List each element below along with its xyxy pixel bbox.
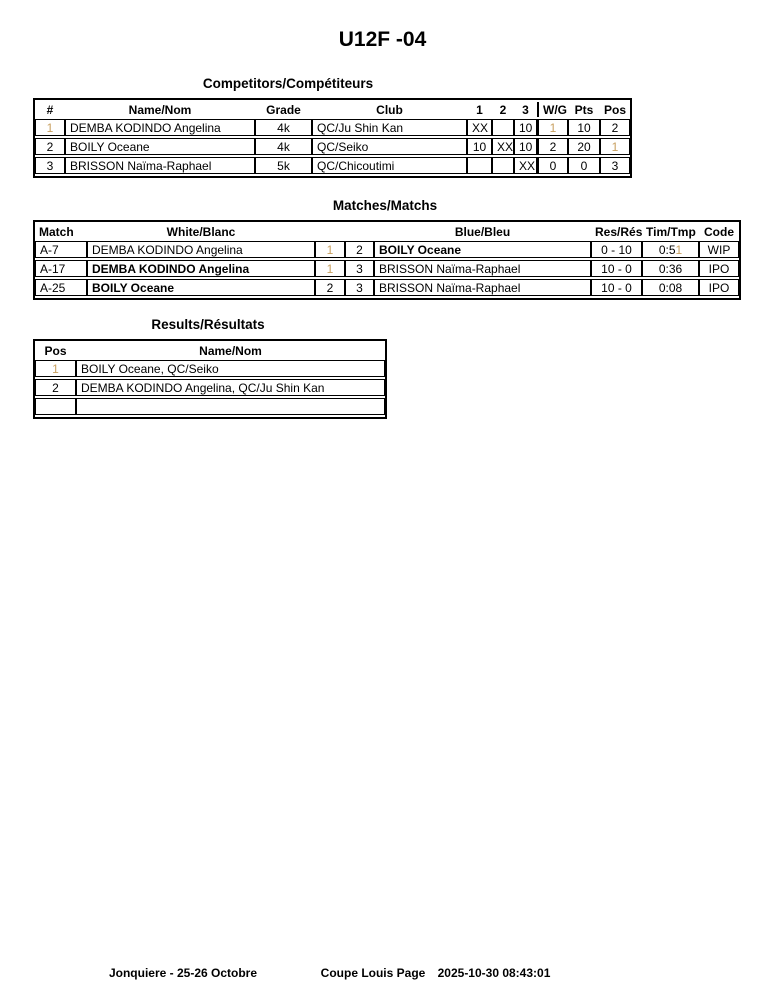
wins-cell: 2 bbox=[537, 138, 568, 155]
white-number-cell: 1 bbox=[315, 241, 345, 258]
result-cell: 10 - 0 bbox=[591, 260, 642, 277]
results-heading: Results/Résultats bbox=[151, 317, 265, 332]
points-cell: 20 bbox=[568, 138, 600, 155]
col-header-white: White/Blanc bbox=[166, 224, 236, 239]
position-cell: 2 bbox=[600, 119, 630, 136]
results-table bbox=[33, 339, 387, 419]
time-cell: 0:51 bbox=[642, 241, 699, 258]
col-header-round3: 3 bbox=[522, 102, 529, 117]
wins-cell: 1 bbox=[537, 119, 568, 136]
col-header-wins: W/G bbox=[537, 102, 568, 117]
code-cell: WIP bbox=[699, 241, 739, 258]
white-number-cell: 2 bbox=[315, 279, 345, 296]
competitors-section bbox=[33, 76, 632, 178]
result-position-cell: 1 bbox=[35, 360, 76, 377]
round2-score-cell bbox=[492, 119, 514, 136]
col-header-number: # bbox=[46, 102, 54, 117]
competitor-club-cell: QC/Ju Shin Kan bbox=[312, 119, 467, 136]
round3-score-cell: 10 bbox=[514, 138, 537, 155]
white-number-cell: 1 bbox=[315, 260, 345, 277]
col-header-round2: 2 bbox=[499, 102, 507, 117]
competitor-grade-cell: 5k bbox=[255, 157, 312, 174]
competitor-club-cell: QC/Chicoutimi bbox=[312, 157, 467, 174]
blue-number-cell: 3 bbox=[345, 260, 374, 277]
table-row bbox=[35, 379, 385, 396]
code-cell: IPO bbox=[699, 260, 739, 277]
result-name-cell: BOILY Oceane, QC/Seiko bbox=[76, 360, 385, 377]
col-header-name: Name/Nom bbox=[128, 102, 192, 117]
competitor-number-cell: 2 bbox=[35, 138, 65, 155]
col-header-points: Pts bbox=[574, 102, 594, 117]
col-header-position: Pos bbox=[604, 102, 627, 117]
matches-header-row bbox=[35, 224, 739, 239]
competitor-club-cell: QC/Seiko bbox=[312, 138, 467, 155]
points-cell: 10 bbox=[568, 119, 600, 136]
table-row bbox=[35, 398, 385, 415]
results-header-row bbox=[35, 343, 385, 358]
col-header-round1: 1 bbox=[476, 102, 483, 117]
round1-score-cell: XX bbox=[467, 119, 492, 136]
result-position-cell: 2 bbox=[35, 379, 76, 396]
blue-number-cell: 3 bbox=[345, 279, 374, 296]
result-name-cell bbox=[76, 398, 385, 415]
match-id-cell: A-25 bbox=[35, 279, 87, 296]
results-section bbox=[33, 317, 387, 419]
blue-number-cell: 2 bbox=[345, 241, 374, 258]
footer-timestamp: 2025-10-30 08:43:01 bbox=[437, 966, 551, 980]
result-position-cell bbox=[35, 398, 76, 415]
footer-event-location: Jonquiere - 25-26 Octobre bbox=[108, 966, 258, 980]
position-cell: 1 bbox=[600, 138, 630, 155]
table-row bbox=[35, 157, 630, 174]
competitor-number-cell: 1 bbox=[35, 119, 65, 136]
col-header-white-num bbox=[315, 224, 345, 239]
round1-score-cell: 10 bbox=[467, 138, 492, 155]
col-header-position: Pos bbox=[44, 343, 67, 358]
competitor-grade-cell: 4k bbox=[255, 119, 312, 136]
col-header-grade: Grade bbox=[266, 102, 301, 117]
match-id-cell: A-7 bbox=[35, 241, 87, 258]
white-player-cell: DEMBA KODINDO Angelina bbox=[87, 260, 315, 277]
page-title: U12F -04 bbox=[338, 28, 427, 51]
matches-table bbox=[33, 220, 741, 300]
competitor-grade-cell: 4k bbox=[255, 138, 312, 155]
matches-section bbox=[33, 198, 741, 300]
competitors-heading: Competitors/Compétiteurs bbox=[202, 76, 374, 91]
col-header-match: Match bbox=[39, 224, 74, 239]
round3-score-cell: 10 bbox=[514, 119, 537, 136]
time-cell: 0:36 bbox=[642, 260, 699, 277]
points-cell: 0 bbox=[568, 157, 600, 174]
table-row bbox=[35, 119, 630, 136]
round2-score-cell bbox=[492, 157, 514, 174]
col-header-blue: Blue/Bleu bbox=[454, 224, 511, 239]
footer-event-name: Coupe Louis Page bbox=[320, 966, 426, 980]
col-header-name: Name/Nom bbox=[199, 343, 262, 358]
position-cell: 3 bbox=[600, 157, 630, 174]
result-cell: 0 - 10 bbox=[591, 241, 642, 258]
table-row bbox=[35, 279, 739, 296]
col-header-code: Code bbox=[704, 224, 734, 239]
table-row bbox=[35, 241, 739, 258]
round3-score-cell: XX bbox=[514, 157, 537, 174]
col-header-blue-num bbox=[345, 224, 374, 239]
table-row bbox=[35, 360, 385, 377]
result-name-cell: DEMBA KODINDO Angelina, QC/Ju Shin Kan bbox=[76, 379, 385, 396]
result-cell: 10 - 0 bbox=[591, 279, 642, 296]
col-header-time: Tim/Tmp bbox=[646, 224, 696, 239]
competitor-number-cell: 3 bbox=[35, 157, 65, 174]
round2-score-cell: XX bbox=[492, 138, 514, 155]
white-player-cell: DEMBA KODINDO Angelina bbox=[87, 241, 315, 258]
blue-player-cell: BRISSON Naïma-Raphael bbox=[374, 279, 591, 296]
blue-player-cell: BRISSON Naïma-Raphael bbox=[374, 260, 591, 277]
col-header-result: Res/Rés bbox=[595, 224, 642, 239]
wins-cell: 0 bbox=[537, 157, 568, 174]
col-header-club: Club bbox=[376, 102, 403, 117]
match-id-cell: A-17 bbox=[35, 260, 87, 277]
blue-player-cell: BOILY Oceane bbox=[374, 241, 591, 258]
code-cell: IPO bbox=[699, 279, 739, 296]
table-row bbox=[35, 138, 630, 155]
matches-heading: Matches/Matchs bbox=[332, 198, 438, 213]
time-cell: 0:08 bbox=[642, 279, 699, 296]
round1-score-cell bbox=[467, 157, 492, 174]
competitors-table bbox=[33, 98, 632, 178]
competitor-name-cell: BRISSON Naïma-Raphael bbox=[65, 157, 255, 174]
competitors-header-row bbox=[35, 102, 630, 117]
white-player-cell: BOILY Oceane bbox=[87, 279, 315, 296]
table-row bbox=[35, 260, 739, 277]
competitor-name-cell: DEMBA KODINDO Angelina bbox=[65, 119, 255, 136]
competitor-name-cell: BOILY Oceane bbox=[65, 138, 255, 155]
